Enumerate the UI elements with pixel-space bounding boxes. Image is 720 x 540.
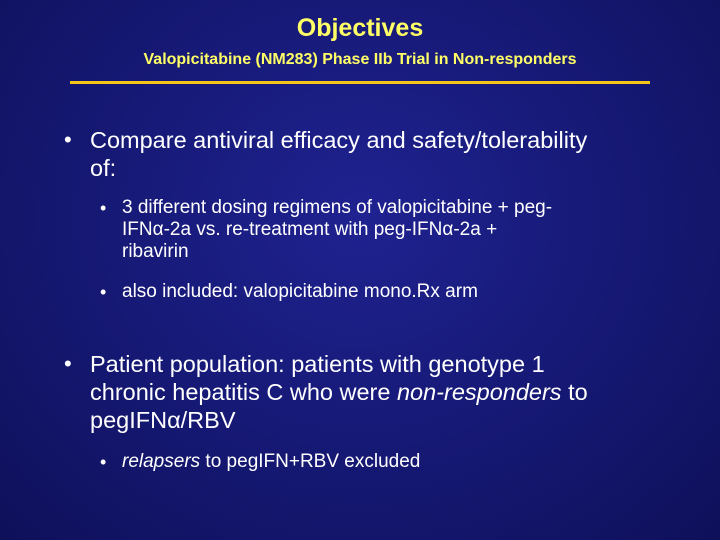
bullet-text-line: Compare antiviral efficacy and safety/tolerability xyxy=(90,127,588,153)
emphasis-relapsers: relapsers xyxy=(122,451,201,472)
slide-title: Objectives xyxy=(296,14,424,42)
subbullet-relapsers-excluded xyxy=(100,451,421,473)
slide-subtitle: Valopicitabine (NM283) Phase IIb Trial in Non-responders xyxy=(143,51,577,68)
subbullet-dot-icon: • xyxy=(100,452,107,472)
bullet-text-line: Patient population: patients with genotype 1 xyxy=(90,351,545,377)
text-segment: to xyxy=(561,379,588,405)
subbullet-dot-icon: • xyxy=(100,282,107,302)
emphasis-non-responders: non-responders xyxy=(396,379,562,405)
bullet-patient-population xyxy=(64,350,588,434)
bullet-dot-icon: • xyxy=(64,127,72,152)
title-divider xyxy=(70,81,650,84)
subbullet-monorx-arm xyxy=(100,281,478,303)
text-segment: chronic hepatitis C who were xyxy=(90,379,397,405)
bullet-compare-efficacy xyxy=(64,126,588,182)
bullet-text-line: of: xyxy=(90,155,117,181)
text-segment: to pegIFN+RBV excluded xyxy=(200,451,421,472)
bullet-text-line: 3 different dosing regimens of valopicitabine + peg- xyxy=(122,197,553,218)
bullet-text-line: pegIFNα/RBV xyxy=(90,407,236,433)
subbullet-dosing-regimens xyxy=(100,197,553,263)
bullet-text-line xyxy=(122,451,420,473)
bullet-text-line: also included: valopicitabine mono.Rx arm xyxy=(122,281,478,302)
bullet-text-line: ribavirin xyxy=(122,241,189,262)
subbullet-dot-icon: • xyxy=(100,198,107,218)
bullet-dot-icon: • xyxy=(64,351,72,376)
bullet-text-line: IFNα-2a vs. re-treatment with peg-IFNα-2a + xyxy=(122,219,498,240)
bullet-text-line xyxy=(90,378,588,406)
